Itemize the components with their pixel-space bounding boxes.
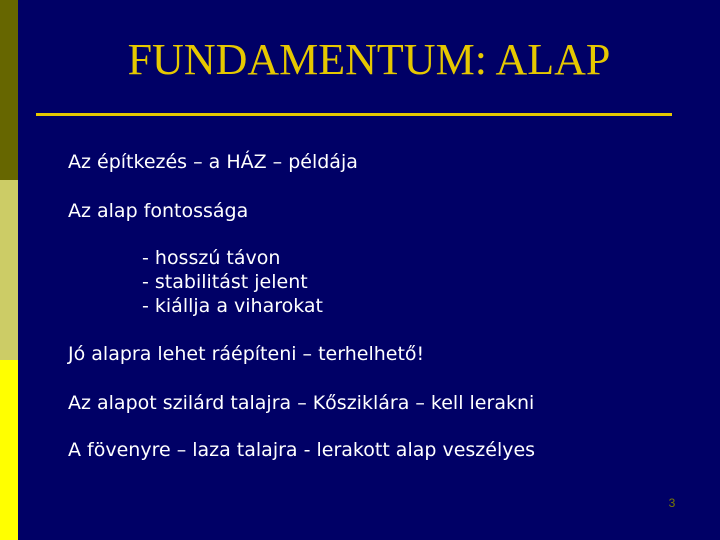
sub-item-withstands-storms: - kiállja a viharokat <box>142 295 324 317</box>
accent-bar-segment-mid <box>0 180 18 360</box>
sub-item-long-term: - hosszú távon <box>142 247 281 269</box>
page-number: 3 <box>668 496 676 510</box>
title-underline <box>36 113 672 116</box>
body-line-build-on-good-foundation: Jó alapra lehet ráépíteni – terhelhető! <box>68 343 425 365</box>
sub-item-stability: - stabilitást jelent <box>142 271 308 293</box>
accent-bar-segment-light <box>0 360 18 540</box>
accent-bar-segment-dark <box>0 0 18 180</box>
left-accent-bar <box>0 0 18 540</box>
body-line-solid-ground: Az alapot szilárd talajra – Kősziklára – kell lerakni <box>68 392 535 414</box>
body-line-foundation-importance: Az alap fontossága <box>68 200 249 222</box>
slide-title: FUNDAMENTUM: ALAP <box>127 35 611 84</box>
body-line-sand-danger: A fövenyre – laza talajra - lerakott alap veszélyes <box>68 439 536 461</box>
body-line-house-example: Az építkezés – a HÁZ – példája <box>68 151 358 173</box>
